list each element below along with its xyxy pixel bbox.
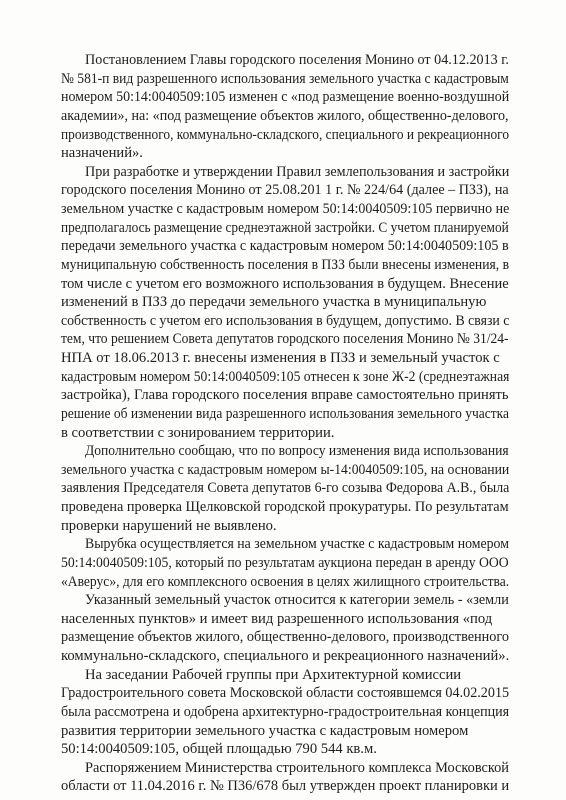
paragraph-4-line-3: «Аверус», для его комплексного освоения в целях жилищного строительства. xyxy=(61,573,510,590)
paragraph-2-line-9: собственность с учетом его использования в будущем, допустимо. В связи с xyxy=(61,312,510,329)
paragraph-2-line-13: застройка), Глава городского поселения вправе самостоятельно принять xyxy=(61,387,509,404)
paragraph-1-line-5: производственного, коммунально-складского, специального и рекреационного xyxy=(61,126,510,143)
paragraph-7-line-1: Распоряжением Министерства строительного комплекса Московской xyxy=(85,759,510,776)
paragraph-6-line-2: Градостроительного совета Московской области состоявшемся 04.02.2015 xyxy=(61,685,510,702)
paragraph-5-line-1: Указанный земельный участок относится к категории земель - «земли xyxy=(85,592,509,609)
paragraph-2-line-7: том числе с учетом его возможного использования в будущем. Внесение xyxy=(61,275,509,292)
paragraph-3-line-1: Дополнительно сообщаю, что по вопросу изменения вида использования xyxy=(85,443,509,460)
paragraph-3-line-4: проведена проверка Щелковской городской прокуратуры. По результатам xyxy=(61,499,509,515)
paragraph-4-line-2: 50:14:0040509:105, который по результатам аукциона передан в аренду ООО xyxy=(61,554,509,571)
paragraph-5-line-2: населенных пунктов» и имеет вид разрешенного использования «под xyxy=(61,610,493,627)
paragraph-6-line-4: развития территории земельного участка с кадастровым номером xyxy=(61,722,469,739)
paragraph-2-line-4: предполагалось размещение среднеэтажной застройки. С учетом планируемой xyxy=(61,219,509,236)
paragraph-2-line-6: муниципальную собственность поселения в ПЗЗ были внесены изменения, в xyxy=(61,256,510,273)
paragraph-1-line-4: академии», на: «под размещение объектов жилого, общественно-делового, xyxy=(61,107,509,124)
paragraph-2-line-5: передачи земельного участка с кадастровым номером 50:14:0040509:105 в xyxy=(61,238,509,255)
paragraph-1-line-1: Постановлением Главы городского поселения Монино от 04.12.2013 г. xyxy=(85,52,509,68)
paragraph-5-line-4: коммунально-складского, специального и рекреационного назначений». xyxy=(61,648,510,664)
paragraph-7-line-2: области от 11.04.2016 г. № П36/678 был утвержден проект планировки и xyxy=(61,778,510,795)
paragraph-3-line-5: проверки нарушений не выявлено. xyxy=(61,517,277,534)
paragraph-2-line-15: в соответствии с зонированием территории. xyxy=(61,424,335,441)
paragraph-6-line-3: была рассмотрена и одобрена архитектурно-градостроительная концепция xyxy=(61,703,510,720)
paragraph-2-line-11: НПА от 18.06.2013 г. внесены изменения в ПЗЗ и земельный участок с xyxy=(61,350,500,366)
paragraph-3-line-3: заявления Председателя Совета депутатов 6-го созыва Федорова А.В., была xyxy=(61,480,510,497)
paragraph-2-line-1: При разработке и утверждении Правил землепользования и застройки xyxy=(85,163,510,180)
paragraph-1-line-3: номером 50:14:0040509:105 изменен с «под размещение военно-воздушной xyxy=(61,89,510,106)
paragraph-1-line-6: назначений». xyxy=(61,145,143,162)
paragraph-2-line-8: изменений в ПЗЗ до передачи земельного участка в муниципальную xyxy=(61,294,487,311)
paragraph-6-line-5: 50:14:0040509:105, общей площадью 790 544 кв.м. xyxy=(61,741,377,758)
paragraph-2-line-12: кадастровым номером 50:14:0040509:105 отнесен к зоне Ж-2 (среднеэтажная xyxy=(61,368,510,385)
paragraph-1-line-2: № 581-п вид разрешенного использования земельного участка с кадастровым xyxy=(61,70,509,87)
paragraph-6-line-1: На заседании Рабочей группы при Архитектурной комиссии xyxy=(85,666,462,683)
paragraph-3-line-2: земельного участка с кадастровым номером ы-14:0040509:105, на основании xyxy=(61,461,510,478)
paragraph-4-line-1: Вырубка осуществляется на земельном участке с кадастровым номером xyxy=(85,536,509,553)
paragraph-2-line-10: тем, что решением Совета депутатов городского поселения Монино № 31/24- xyxy=(61,331,509,348)
paragraph-2-line-3: земельном участке с кадастровым номером 50:14:0040509:105 первично не xyxy=(61,201,510,217)
paragraph-5-line-3: размещение объектов жилого, общественно-делового, производственного xyxy=(61,629,510,646)
paragraph-2-line-2: городского поселения Монино от 25.08.201 1 г. № 224/64 (далее – ПЗЗ), на xyxy=(61,182,509,199)
paragraph-2-line-14: решение об изменении вида разрешенного использования земельного участка xyxy=(61,405,509,422)
